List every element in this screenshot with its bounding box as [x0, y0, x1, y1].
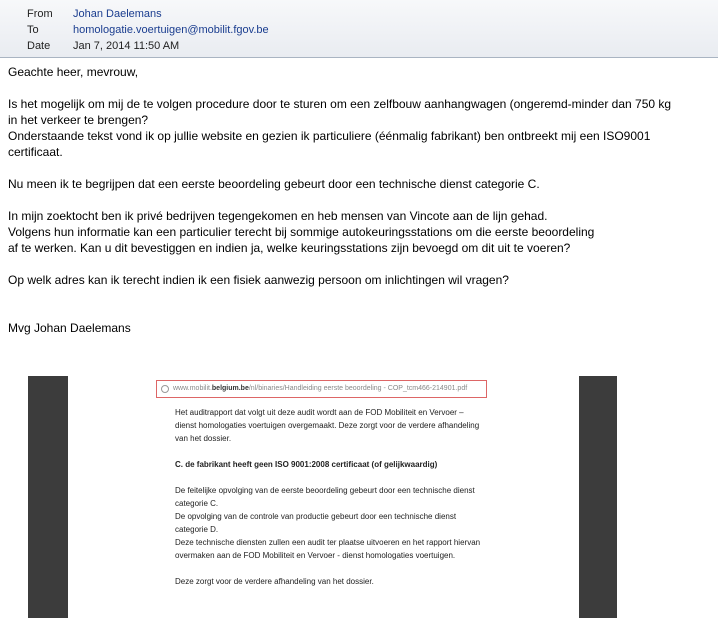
- doc-line: Het auditrapport dat volgt uit deze audit wordt aan de FOD Mobiliteit en Vervoer –: [175, 408, 464, 417]
- url-prefix: www.mobilit.: [173, 385, 212, 392]
- message-body: [8, 64, 718, 336]
- embedded-screenshot: [28, 376, 617, 618]
- paragraph-line: In mijn zoektocht ben ik privé bedrijven tegengekomen en heb mensen van Vincote aan de lijn gehad.: [8, 209, 548, 223]
- date-value: Jan 7, 2014 11:50 AM: [73, 40, 180, 52]
- from-label: From: [27, 8, 53, 20]
- doc-paragraph-2: [175, 484, 525, 562]
- paragraph-1: [8, 96, 718, 160]
- paragraph-4: Op welk adres kan ik terecht indien ik een fisiek aanwezig persoon om inlichtingen wil vragen?: [8, 273, 509, 287]
- paragraph-line: Volgens hun informatie kan een particulier terecht bij sommige autokeuringsstations om die eerste beoordeling: [8, 225, 595, 239]
- doc-paragraph-3: Deze zorgt voor de verdere afhandeling van het dossier.: [175, 577, 374, 586]
- doc-line: dienst homologaties voertuigen overgemaakt. Deze zorgt voor de verdere afhandeling: [175, 421, 480, 430]
- doc-line: De opvolging van de controle van productie gebeurt door een technische dienst: [175, 512, 457, 521]
- doc-line: Deze technische diensten zullen een audit ter plaatse uitvoeren en het rapport hiervan: [175, 538, 481, 547]
- url-domain: belgium.be: [211, 385, 249, 392]
- to-label: To: [27, 24, 39, 36]
- paragraph-2: Nu meen ik te begrijpen dat een eerste beoordeling gebeurt door een technische dienst categorie C.: [8, 177, 540, 191]
- to-recipient-link[interactable]: homologatie.voertuigen@mobilit.fgov.be: [73, 24, 269, 36]
- paragraph-3: [8, 208, 718, 256]
- message-header: [0, 0, 718, 58]
- paragraph-line: Onderstaande tekst vond ik op jullie website en gezien ik particuliere (éénmalig fabrikant) ben ontbreekt mij een ISO9001: [8, 129, 651, 143]
- date-label: Date: [27, 40, 51, 52]
- url-path: /nl/binaries/Handleiding eerste beoordeling - COP_tcm466-214901.pdf: [248, 385, 468, 392]
- doc-heading: C. de fabrikant heeft geen ISO 9001:2008 certificaat (of gelijkwaardig): [175, 460, 438, 469]
- screenshot-right-margin: [579, 376, 617, 618]
- doc-line: De feitelijke opvolging van de eerste beoordeling gebeurt door een technische dienst: [175, 486, 475, 495]
- doc-line: van het dossier.: [175, 434, 232, 443]
- paragraph-line: Is het mogelijk om mij de te volgen procedure door te sturen om een zelfbouw aanhangwagen (ongeremd-minder dan 750 kg: [8, 97, 672, 111]
- doc-line: categorie D.: [175, 525, 219, 534]
- greeting: Geachte heer, mevrouw,: [8, 65, 139, 79]
- signature: Mvg Johan Daelemans: [8, 321, 131, 335]
- globe-icon: [161, 385, 169, 393]
- paragraph-line: certificaat.: [8, 145, 63, 159]
- paragraph-line: in het verkeer te brengen?: [8, 113, 149, 127]
- browser-address-bar: [156, 380, 487, 398]
- doc-paragraph-1: [175, 406, 525, 445]
- screenshot-left-margin: [28, 376, 68, 618]
- pdf-document-text: [175, 406, 525, 588]
- from-sender-link[interactable]: Johan Daelemans: [73, 8, 162, 20]
- doc-line: overmaken aan de FOD Mobiliteit en Vervoer - dienst homologaties voertuigen.: [175, 551, 456, 560]
- doc-line: categorie C.: [175, 499, 219, 508]
- spacer: [8, 304, 718, 320]
- paragraph-line: af te werken. Kan u dit bevestiggen en indien ja, welke keuringsstations zijn bevoegd om dit uit te voeren?: [8, 241, 571, 255]
